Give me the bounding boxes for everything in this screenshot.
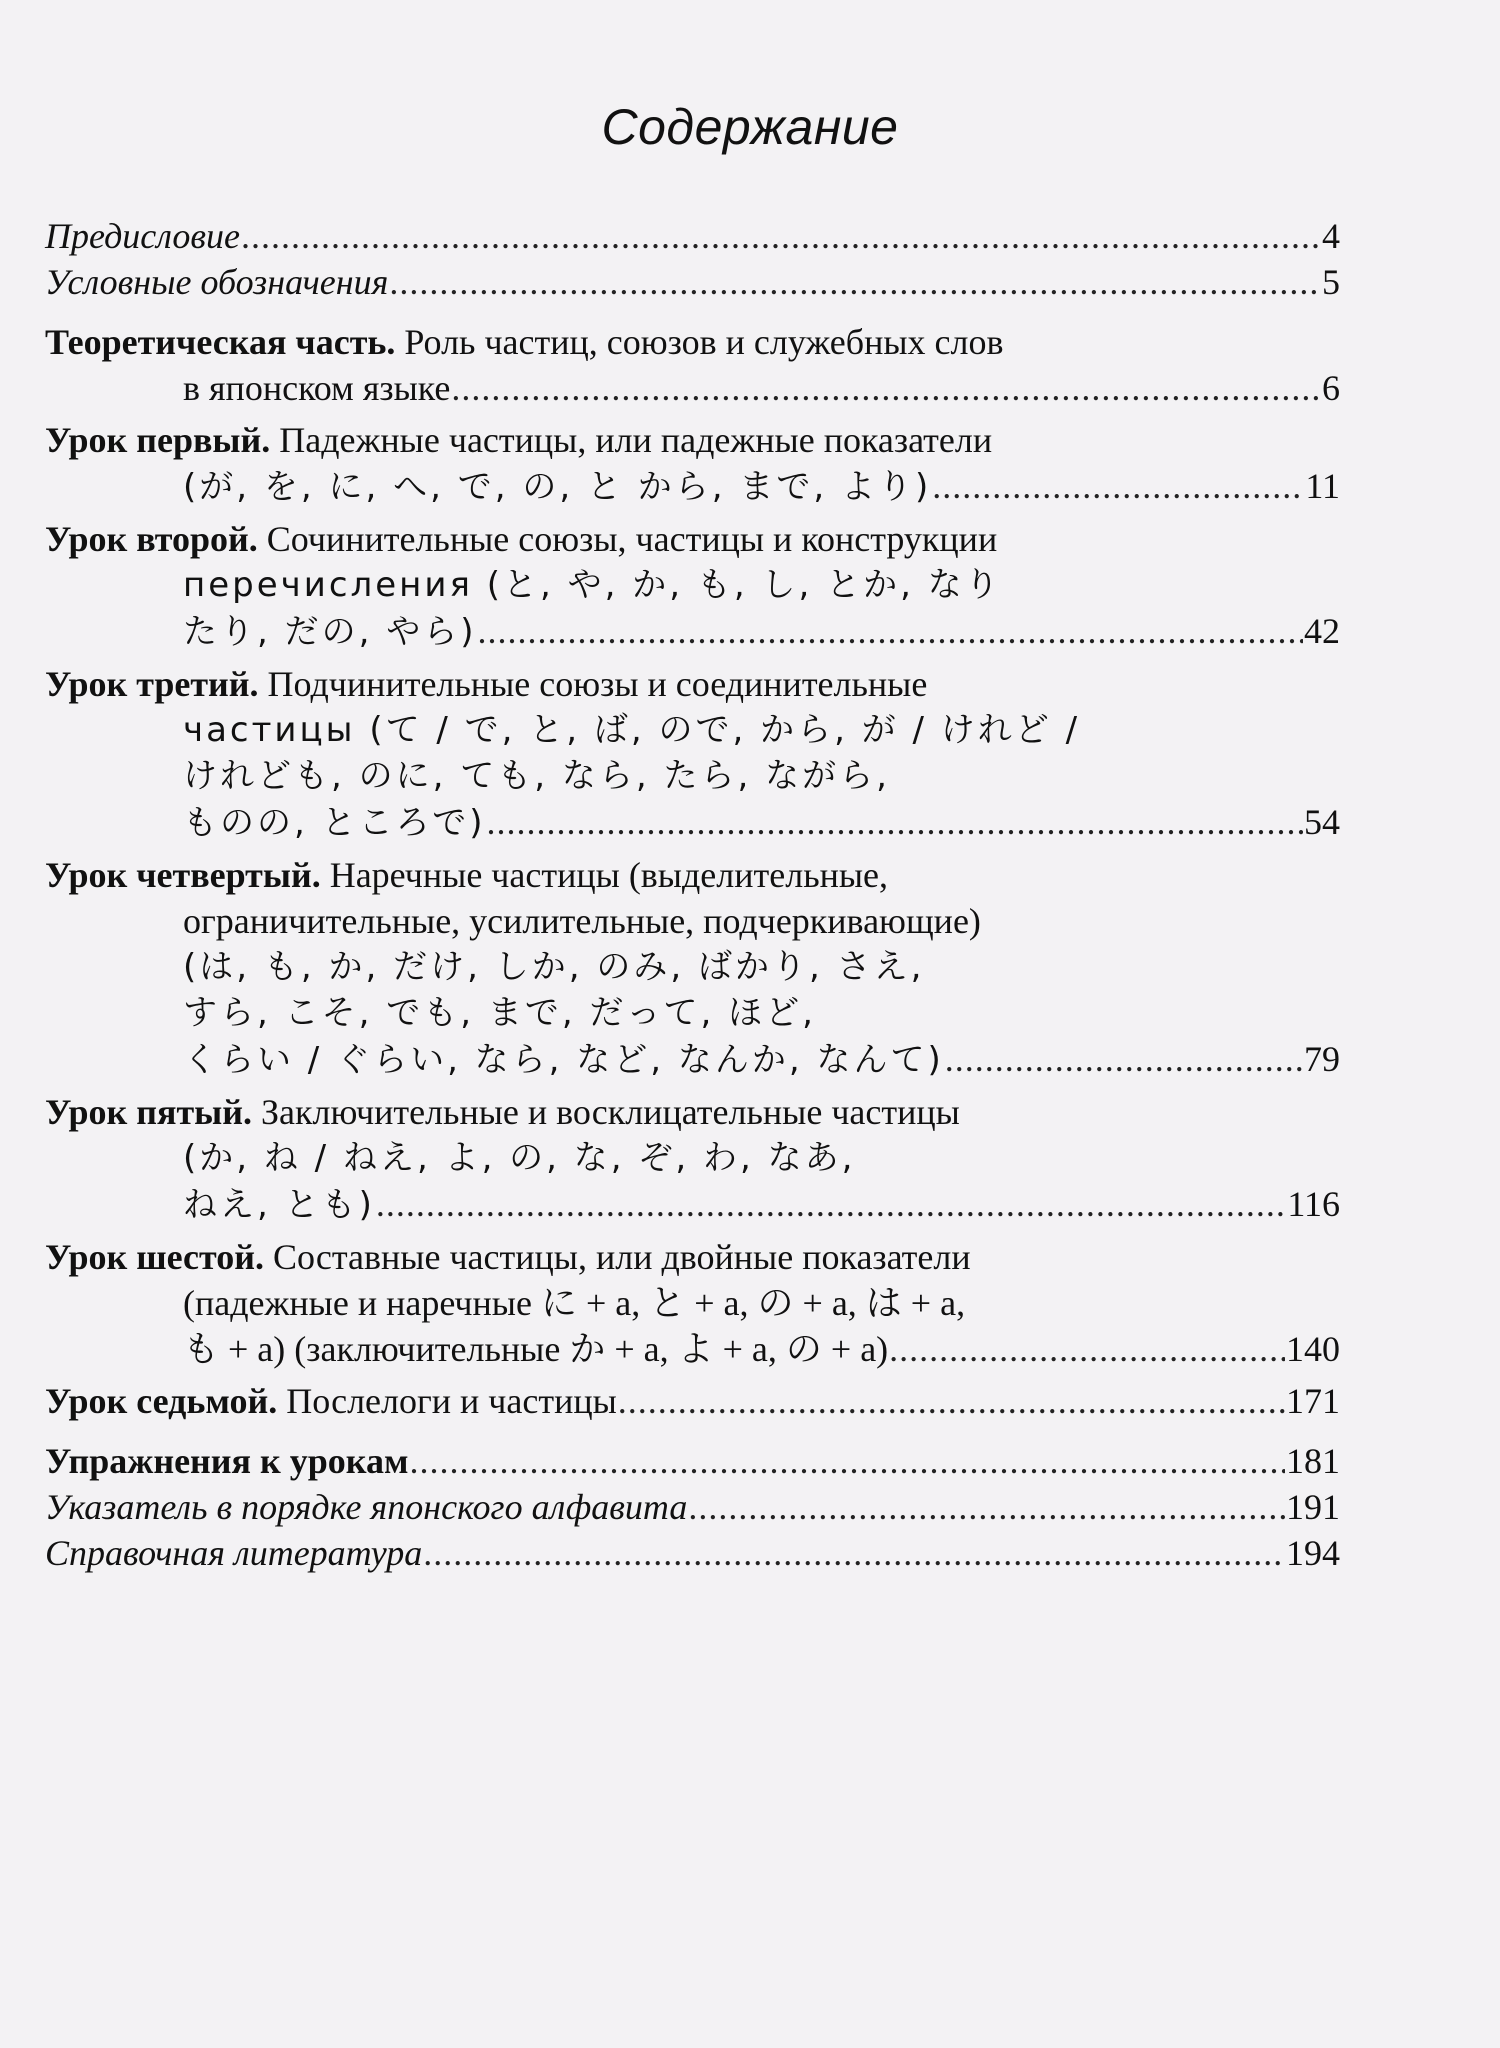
toc-page-number: 140 bbox=[1286, 1329, 1340, 1369]
toc-heading: Упражнения к урокам bbox=[45, 1441, 409, 1481]
toc-label-continued: ограничительные, усилительные, подчеркивающие) bbox=[183, 901, 981, 941]
toc-page-number: 191 bbox=[1286, 1487, 1340, 1527]
toc-entry-lesson-6[interactable] bbox=[45, 1234, 1340, 1372]
toc-leader bbox=[241, 213, 1321, 259]
toc-label: Подчинительные союзы и соединительные bbox=[258, 664, 928, 704]
toc-heading: Урок третий. bbox=[45, 664, 259, 704]
page-title: Содержание bbox=[601, 99, 899, 155]
toc-label: Падежные частицы, или падежные показатели bbox=[270, 420, 993, 460]
toc-leader bbox=[410, 1438, 1286, 1484]
toc-entry-lesson-7[interactable] bbox=[45, 1378, 1340, 1424]
toc-page-number: 5 bbox=[1322, 262, 1340, 302]
toc-label: Роль частиц, союзов и служебных слов bbox=[395, 322, 1004, 362]
toc-label: Составные частицы, или двойные показатели bbox=[263, 1237, 971, 1277]
toc-label-continued: ねえ, とも) bbox=[183, 1185, 375, 1225]
toc-label: Справочная литература bbox=[45, 1533, 423, 1573]
toc-page-number: 42 bbox=[1304, 611, 1340, 651]
toc-label: Послелоги и частицы bbox=[277, 1381, 617, 1421]
toc-heading: Урок шестой. bbox=[45, 1237, 264, 1277]
toc-entry-lesson-2[interactable] bbox=[45, 516, 1340, 655]
toc-entry-notation[interactable] bbox=[45, 259, 1340, 305]
toc-entry-lesson-5[interactable] bbox=[45, 1089, 1340, 1228]
toc-heading: Урок первый. bbox=[45, 420, 271, 460]
toc-page-number: 171 bbox=[1286, 1381, 1340, 1421]
toc-leader bbox=[389, 259, 1321, 305]
toc-label: Указатель в порядке японского алфавита bbox=[45, 1487, 688, 1527]
toc-label: Сочинительные союзы, частицы и конструкции bbox=[257, 519, 998, 559]
toc-leader bbox=[376, 1181, 1286, 1227]
toc-leader bbox=[423, 1530, 1285, 1576]
toc-leader bbox=[618, 1378, 1285, 1424]
toc-leader bbox=[451, 365, 1321, 411]
toc-heading: Урок пятый. bbox=[45, 1092, 252, 1132]
toc-leader bbox=[932, 463, 1304, 509]
toc-entry-lesson-4[interactable] bbox=[45, 852, 1340, 1083]
toc-label-continued: くらい / ぐらい, なら, など, なんか, なんて) bbox=[183, 1040, 944, 1080]
toc-page-number: 79 bbox=[1304, 1039, 1340, 1079]
toc-label: Условные обозначения bbox=[45, 262, 389, 302]
toc-label-continued: けれども, のに, ても, なら, たら, ながら, bbox=[183, 756, 890, 796]
toc-page-number: 54 bbox=[1304, 802, 1340, 842]
toc-label-continued: (か, ね / ねえ, よ, の, な, ぞ, わ, なあ, bbox=[183, 1138, 856, 1178]
toc-entry-preface[interactable] bbox=[45, 213, 1340, 259]
toc-label: Предисловие bbox=[45, 216, 241, 256]
toc-label-continued: в японском языке bbox=[183, 368, 451, 408]
toc-label-continued: (падежные и наречные に + а, と + а, の + а, は + а, bbox=[183, 1283, 966, 1323]
toc-page-number: 116 bbox=[1287, 1184, 1340, 1224]
toc-label-continued: частицы (て / で, と, ば, ので, から, が / けれど / bbox=[183, 710, 1081, 750]
toc-page-number: 4 bbox=[1322, 216, 1340, 256]
toc-leader bbox=[487, 799, 1303, 845]
toc-entry-references[interactable] bbox=[45, 1530, 1340, 1576]
toc-leader bbox=[945, 1036, 1303, 1082]
toc-entry-exercises[interactable] bbox=[45, 1438, 1340, 1484]
toc-heading: Урок второй. bbox=[45, 519, 258, 559]
table-of-contents bbox=[45, 213, 1340, 1576]
toc-label-continued: (は, も, か, だけ, しか, のみ, ばかり, さえ, bbox=[183, 947, 925, 987]
toc-label: Заключительные и восклицательные частицы bbox=[251, 1092, 960, 1132]
toc-label-continued: も + а) (заключительные か + а, よ + а, の + а) bbox=[183, 1329, 889, 1369]
toc-heading: Урок четвертый. bbox=[45, 855, 321, 895]
toc-page-number: 194 bbox=[1286, 1533, 1340, 1573]
toc-page-number: 181 bbox=[1286, 1441, 1340, 1481]
toc-entry-theory[interactable] bbox=[45, 319, 1340, 411]
toc-label-continued: すら, こそ, でも, まで, だって, ほど, bbox=[183, 993, 816, 1033]
toc-label-continued: перечисления (と, や, か, も, し, とか, なり bbox=[183, 565, 1002, 605]
toc-leader bbox=[889, 1326, 1285, 1372]
toc-heading: Теоретическая часть. bbox=[45, 322, 396, 362]
toc-leader bbox=[478, 608, 1304, 654]
toc-heading: Урок седьмой. bbox=[45, 1381, 278, 1421]
toc-page-number: 6 bbox=[1322, 368, 1340, 408]
toc-label-continued: (が, を, に, へ, で, の, と から, まで, より) bbox=[183, 467, 932, 507]
toc-label-continued: ものの, ところで) bbox=[183, 803, 486, 843]
toc-label: Наречные частицы (выделительные, bbox=[320, 855, 889, 895]
toc-page-number: 11 bbox=[1305, 466, 1340, 506]
toc-entry-index[interactable] bbox=[45, 1484, 1340, 1530]
toc-entry-lesson-3[interactable] bbox=[45, 661, 1340, 846]
toc-label-continued: たり, だの, やら) bbox=[183, 612, 477, 652]
toc-leader bbox=[688, 1484, 1285, 1530]
toc-entry-lesson-1[interactable] bbox=[45, 417, 1340, 510]
